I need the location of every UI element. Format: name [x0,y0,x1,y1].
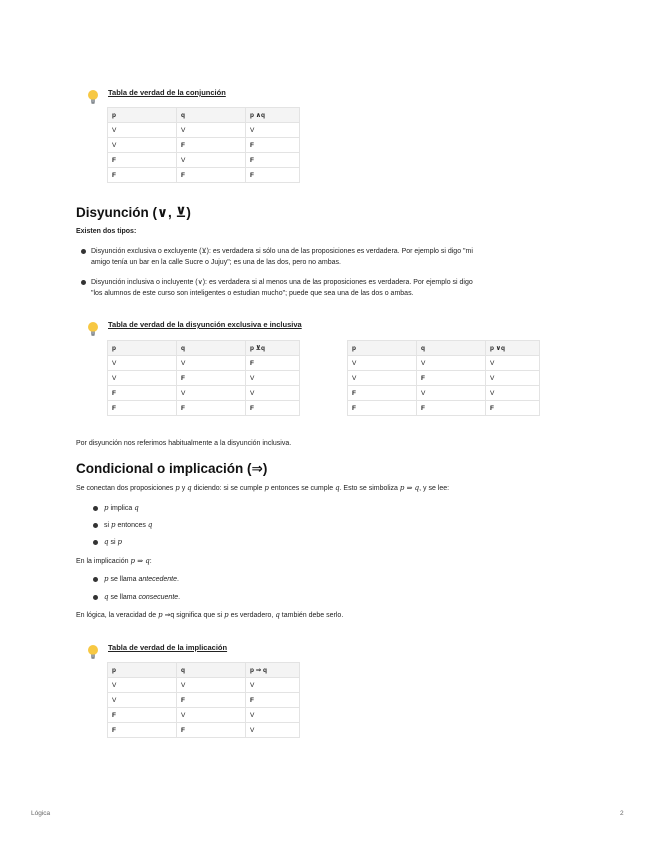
table-row [108,138,300,153]
table-cell: F [246,401,300,416]
table-cell: V [246,678,300,693]
bullet-dot [93,577,98,582]
table-header-row [108,341,300,356]
bullet-disyuncion-exclusiva-line2: amigo tenía un bar en la calle Sucre o Jujuy"; es una de las dos, pero no ambas. [91,259,341,266]
table-cell: F [348,401,417,416]
table-cell: V [177,678,246,693]
table-cell: F [417,371,486,386]
table-cell: F [246,693,300,708]
bullet-dot [93,523,98,528]
table-cell: F [348,386,417,401]
callout-title: Tabla de verdad de la implicación [108,643,228,652]
table-cell: F [417,401,486,416]
lightbulb-icon [86,644,100,660]
table-cell: V [486,356,540,371]
truth-table-disyuncion-exclusiva [107,340,300,416]
table-cell: V [108,693,177,708]
callout-title: Tabla de verdad de la conjunción [108,88,226,97]
table-cell: F [108,153,177,168]
table-row [108,401,300,416]
table-cell: F [177,168,246,183]
table-cell: F [177,401,246,416]
table-cell: V [108,678,177,693]
table-cell: V [348,371,417,386]
table-cell: F [108,168,177,183]
note-disyuncion-inclusiva: Por disyunción nos referimos habitualmente a la disyunción inclusiva. [76,440,292,447]
truth-table-conjuncion [107,107,300,183]
table-cell: F [246,356,300,371]
bullet-dot [93,595,98,600]
heading-disyuncion: Disyunción (∨, ⊻) [76,205,191,220]
table-cell: V [177,386,246,401]
table-header-cell: p ∧q [246,108,300,123]
table-cell: V [246,123,300,138]
bullet-disyuncion-exclusiva-line1: Disyunción exclusiva o excluyente (⊻): es verdadera si sólo una de las proposiciones es verdadera. Por ejemplo si digo "mi [91,248,473,255]
table-row [108,168,300,183]
table-cell: V [177,153,246,168]
logica-veracidad: En lógica, la veracidad de p ⇒q significa que si p es verdadero, q también debe serlo. [76,611,344,619]
table-header-cell: p [108,663,177,678]
table-header-cell: p [108,341,177,356]
table-row [108,678,300,693]
table-cell: F [108,386,177,401]
table-cell: F [246,138,300,153]
table-cell: V [246,723,300,738]
table-cell: V [108,356,177,371]
table-header-cell: p ⇒ q [246,663,300,678]
footer-title: Lógica [31,810,51,817]
table-cell: F [177,371,246,386]
table-cell: V [246,386,300,401]
lightbulb-icon [86,321,100,337]
table-row [108,386,300,401]
table-cell: F [108,708,177,723]
table-header-cell: q [417,341,486,356]
bullet-consecuente: q se llama consecuente. [104,593,181,601]
table-row [108,153,300,168]
table-header-row [108,108,300,123]
disyuncion-intro: Existen dos tipos: [76,228,137,235]
heading-condicional: Condicional o implicación (⇒) [76,461,268,476]
table-header-cell: q [177,663,246,678]
truth-table-implicacion [107,662,300,738]
table-cell: V [177,356,246,371]
table-row [348,401,540,416]
table-cell: V [417,356,486,371]
condicional-intro: Se conectan dos proposiciones p y q diciendo: si se cumple p entonces se cumple q. Esto se simboliza p ⇒ q, y se lee: [76,484,450,492]
bullet-dot [81,249,86,254]
bullet-dot [93,540,98,545]
bullet-p-implica-q: p implica q [104,504,139,512]
lightbulb-icon [86,89,100,105]
callout-title: Tabla de verdad de la disyunción exclusiva e inclusiva [108,320,302,329]
table-cell: F [177,693,246,708]
bullet-si-p-entonces-q: si p entonces q [104,521,153,529]
table-cell: V [246,371,300,386]
table-cell: V [486,371,540,386]
table-row [108,708,300,723]
table-row [108,723,300,738]
table-header-cell: q [177,108,246,123]
table-cell: F [177,723,246,738]
table-row [108,123,300,138]
table-cell: V [177,123,246,138]
table-cell: F [108,723,177,738]
bullet-dot [81,280,86,285]
table-cell: V [108,123,177,138]
bullet-dot [93,506,98,511]
truth-table-disyuncion-inclusiva [347,340,540,416]
table-header-row [348,341,540,356]
table-cell: F [177,138,246,153]
bullet-disyuncion-inclusiva-line2: "los alumnos de este curso son inteligentes o estudian mucho"; puede que sea una de las dos o ambas. [91,290,414,297]
table-cell: V [108,371,177,386]
table-cell: V [348,356,417,371]
table-row [348,356,540,371]
bullet-q-si-p: q si p [104,538,122,546]
bullet-disyuncion-inclusiva-line1: Disyunción inclusiva o incluyente (∨): es verdadera si al menos una de las proposiciones es verdadera. Por ejemplo si digo [91,279,473,286]
table-cell: V [486,386,540,401]
table-cell: V [177,708,246,723]
table-cell: F [246,153,300,168]
table-header-cell: p [108,108,177,123]
table-cell: V [108,138,177,153]
implicacion-intro: En la implicación p ⇒ q: [76,557,152,565]
table-cell: F [108,401,177,416]
table-cell: V [246,708,300,723]
table-row [108,356,300,371]
table-row [108,371,300,386]
table-cell: F [246,168,300,183]
table-header-cell: q [177,341,246,356]
bullet-antecedente: p se llama antecedente. [104,575,179,583]
table-header-cell: p [348,341,417,356]
table-row [108,693,300,708]
table-cell: V [417,386,486,401]
table-row [348,371,540,386]
page-number: 2 [620,810,624,817]
table-header-row [108,663,300,678]
table-cell: F [486,401,540,416]
table-row [348,386,540,401]
table-header-cell: p ⊻q [246,341,300,356]
table-header-cell: p ∨q [486,341,540,356]
